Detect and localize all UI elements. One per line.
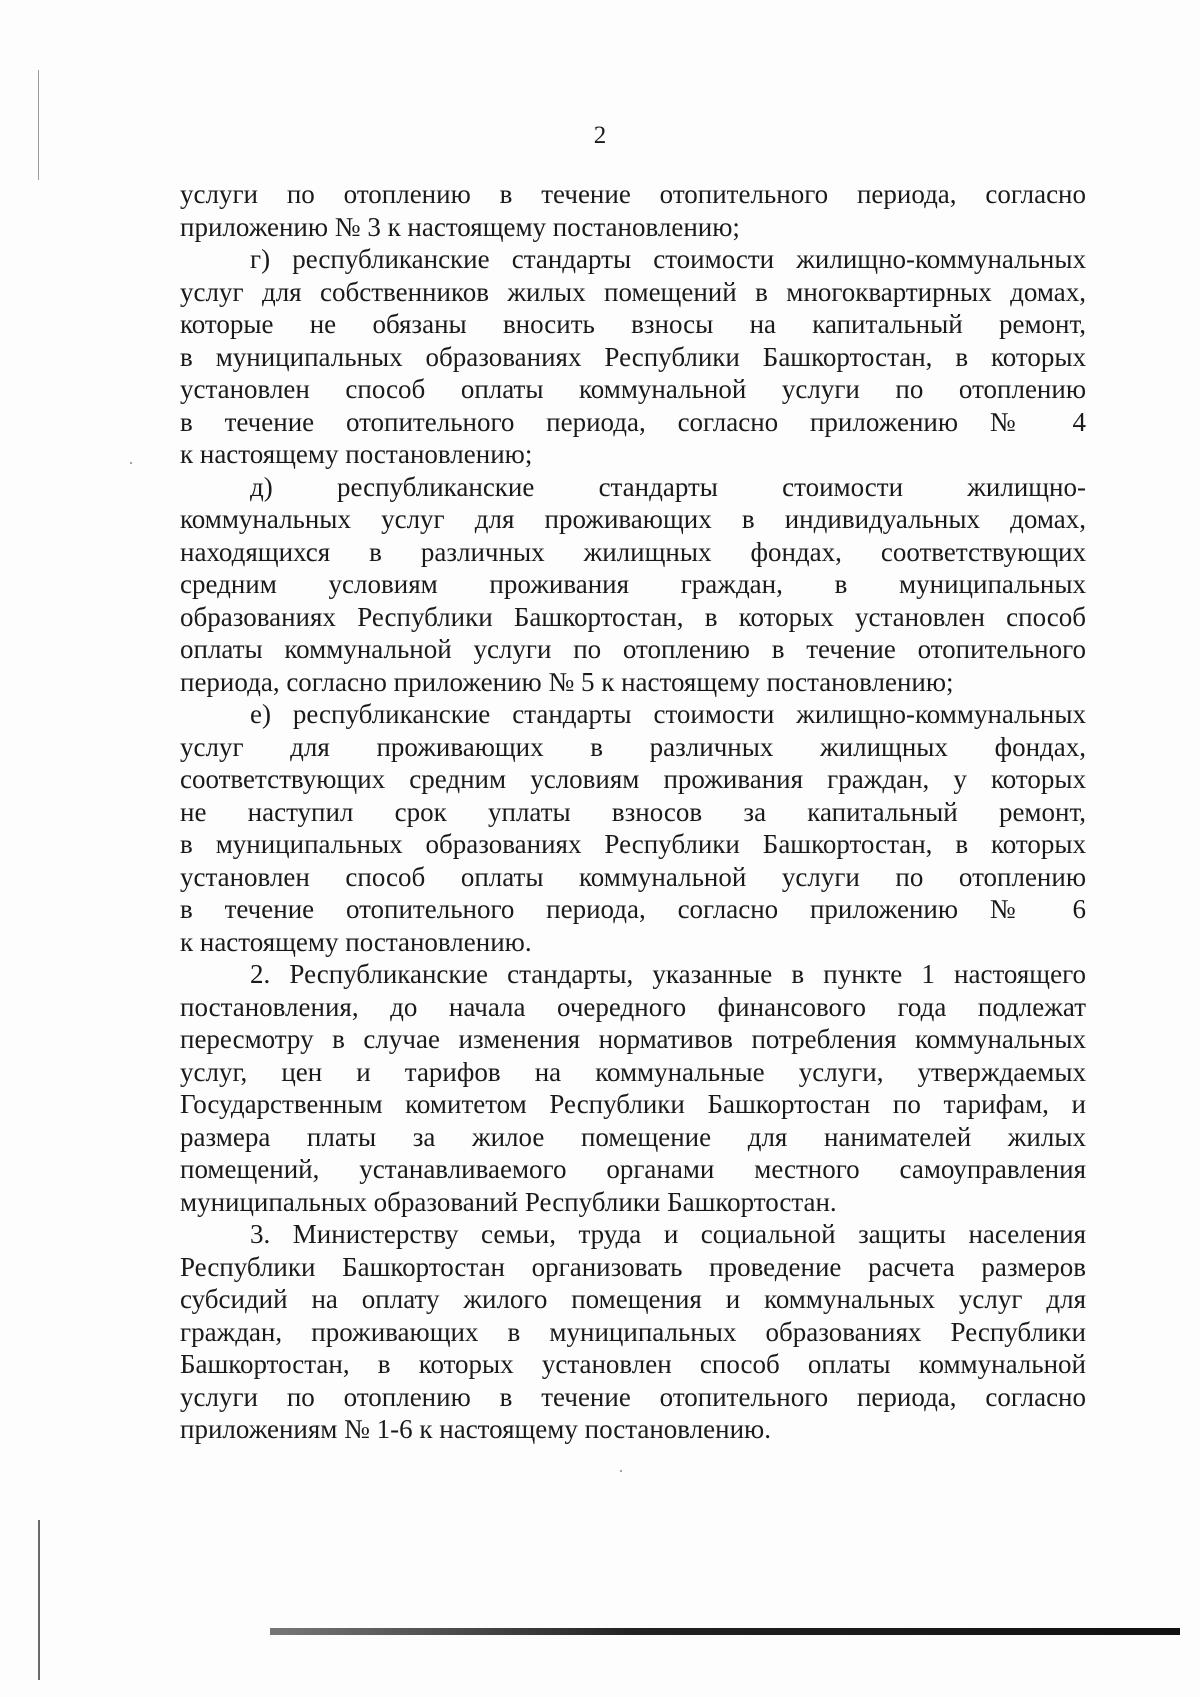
text-line: граждан, проживающих в муниципальных образованиях Республики xyxy=(180,1316,1086,1347)
text-line: периода, согласно приложению № 5 к настоящему постановлению; xyxy=(180,666,954,697)
scan-speck xyxy=(130,462,132,464)
text-line: 2. Республиканские стандарты, указанные в пункте 1 настоящего xyxy=(250,959,1086,989)
text-line: не наступил срок уплаты взносов за капитальный ремонт, xyxy=(180,796,1086,827)
text-line: средним условиям проживания граждан, в муниципальных xyxy=(180,569,1086,599)
scan-edge-mark xyxy=(38,1520,40,1680)
text-line: субсидий на оплату жилого помещения и коммунальных услуг для xyxy=(180,1284,1086,1314)
text-line: которые не обязаны вносить взносы на капитальный ремонт, xyxy=(180,309,1086,339)
document-body xyxy=(180,178,1086,1446)
text-line: услуг для проживающих в различных жилищных фондах, xyxy=(180,731,1086,762)
text-line: Республики Башкортостан организовать проведение расчета размеров xyxy=(180,1251,1086,1282)
page-number: 2 xyxy=(593,122,607,149)
text-line: к настоящему постановлению; xyxy=(180,439,533,469)
text-line: пересмотру в случае изменения нормативов потребления коммунальных xyxy=(180,1024,1086,1054)
text-line: Башкортостан, в которых установлен способ оплаты коммунальной xyxy=(180,1349,1086,1379)
text-line: приложениям № 1-6 к настоящему постановлению. xyxy=(180,1414,771,1444)
text-line: приложению № 3 к настоящему постановлению; xyxy=(180,211,740,242)
text-line: размера платы за жилое помещение для нанимателей жилых xyxy=(180,1121,1086,1152)
text-line: услуги по отоплению в течение отопительного периода, согласно xyxy=(180,179,1086,209)
text-line: коммунальных услуг для проживающих в индивидуальных домах, xyxy=(180,504,1086,534)
text-line: в муниципальных образованиях Республики Башкортостан, в которых xyxy=(180,829,1086,859)
text-line: к настоящему постановлению. xyxy=(180,926,532,957)
text-line: в течение отопительного периода, согласно приложению № 4 xyxy=(180,406,1086,437)
text-line: установлен способ оплаты коммунальной услуги по отоплению xyxy=(180,374,1086,404)
text-line: услуг для собственников жилых помещений в многоквартирных домах, xyxy=(180,276,1086,307)
scan-speck xyxy=(620,1470,622,1472)
text-line: находящихся в различных жилищных фондах, соответствующих xyxy=(180,536,1086,567)
text-line: оплаты коммунальной услуги по отоплению в течение отопительного xyxy=(180,634,1086,664)
text-line: установлен способ оплаты коммунальной услуги по отоплению xyxy=(180,861,1086,892)
text-line: помещений, устанавливаемого органами местного самоуправления xyxy=(180,1154,1086,1184)
text-line: услуг, цен и тарифов на коммунальные услуги, утверждаемых xyxy=(180,1056,1086,1087)
text-line: в муниципальных образованиях Республики Башкортостан, в которых xyxy=(180,341,1086,372)
text-line: услуги по отоплению в течение отопительного периода, согласно xyxy=(180,1381,1086,1412)
text-line: г) республиканские стандарты стоимости жилищно-коммунальных xyxy=(250,244,1086,274)
text-line: е) республиканские стандарты стоимости жилищно-коммунальных xyxy=(250,699,1086,729)
text-line: постановления, до начала очередного финансового года подлежат xyxy=(180,991,1086,1022)
text-line: Государственным комитетом Республики Башкортостан по тарифам, и xyxy=(180,1089,1086,1119)
scan-bottom-rule xyxy=(270,1628,1180,1635)
text-line: д) республиканские стандарты стоимости жилищно- xyxy=(250,471,1086,502)
text-line: в течение отопительного периода, согласно приложению № 6 xyxy=(180,894,1086,924)
text-line: муниципальных образований Республики Башкортостан. xyxy=(180,1186,837,1217)
text-line: образованиях Республики Башкортостан, в которых установлен способ xyxy=(180,601,1086,632)
text-line: соответствующих средним условиям проживания граждан, у которых xyxy=(180,764,1086,794)
text-line: 3. Министерству семьи, труда и социальной защиты населения xyxy=(250,1219,1086,1249)
